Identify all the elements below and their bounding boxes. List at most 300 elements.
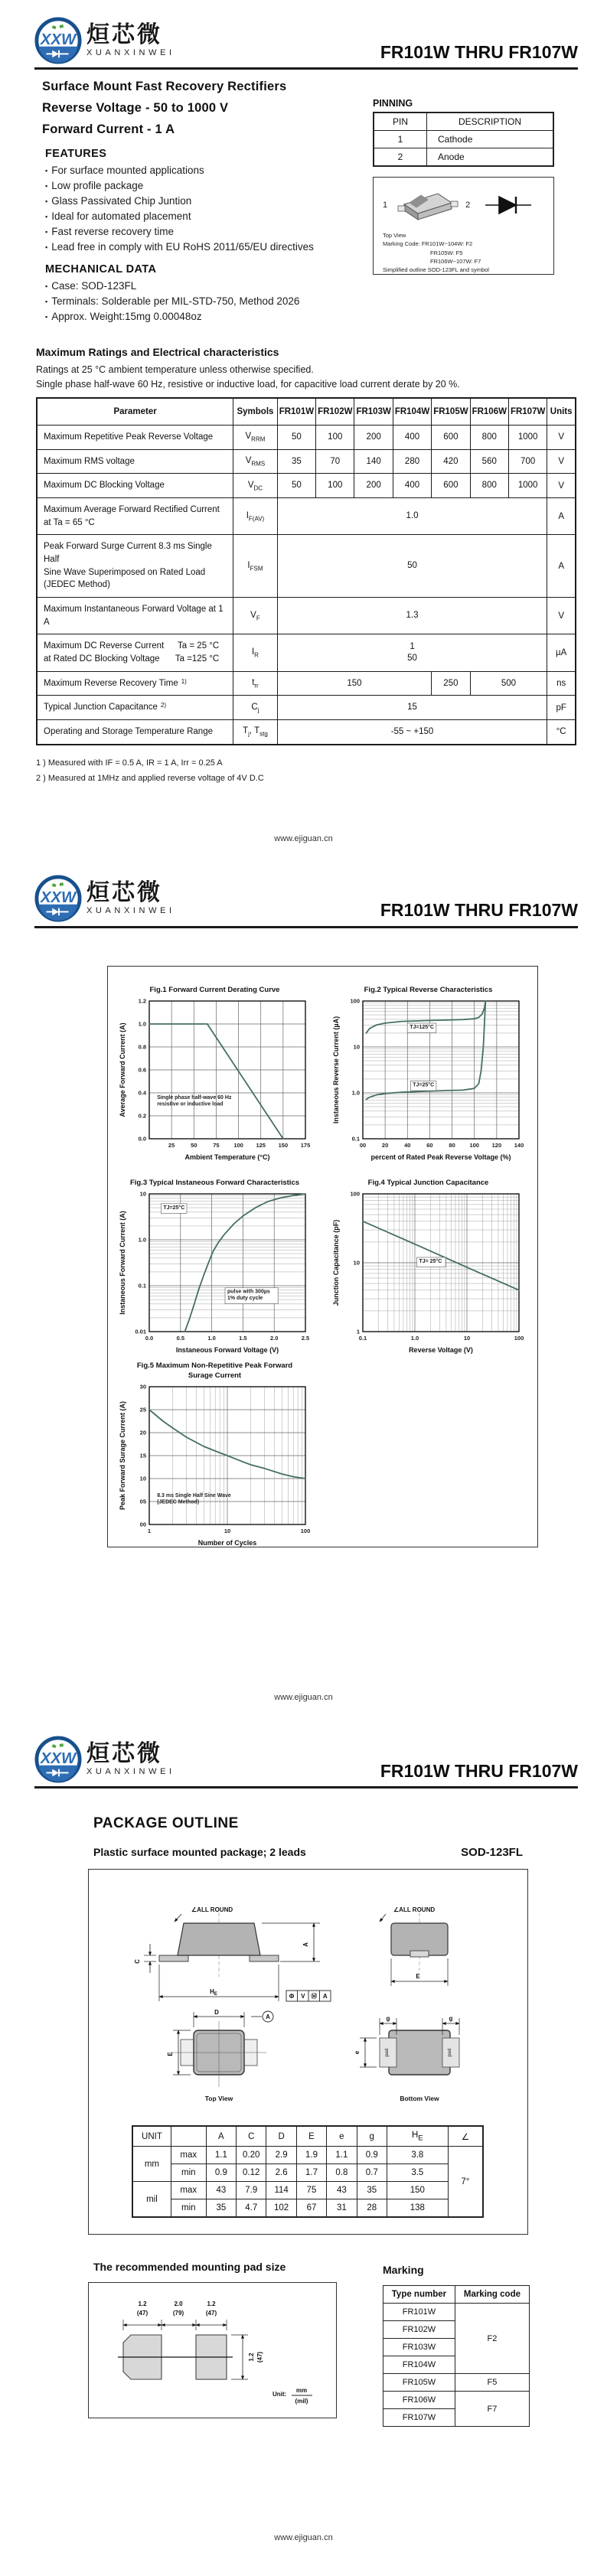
figure-title: Fig.1 Forward Current Derating Curve <box>149 985 280 994</box>
parameter-text: Maximum Repetitive Peak Reverse Voltage <box>44 432 214 442</box>
brand-logo <box>34 1736 175 1783</box>
value-cell <box>508 449 547 474</box>
ratings-header-row <box>37 398 576 426</box>
svg-text:0.0: 0.0 <box>138 1135 146 1143</box>
side-view-drawing <box>134 1906 331 2001</box>
symbol-base: I <box>247 560 250 570</box>
feature-item: ▪ For surface mounted applications <box>45 165 204 176</box>
svg-text:pulse with 300µs: pulse with 300µs <box>227 1289 270 1295</box>
marking-col-header: Type number <box>383 2286 455 2304</box>
pad-dim-mil: (47) <box>205 2310 217 2317</box>
table-row <box>374 131 553 148</box>
svg-text:0.1: 0.1 <box>358 1335 367 1342</box>
unit-cell: V <box>547 474 576 498</box>
svg-text:2.5: 2.5 <box>301 1335 309 1342</box>
brand-name-en: XUANXINWEI <box>86 48 175 57</box>
parameter-line <box>44 504 227 517</box>
value-line: 1 <box>410 642 415 652</box>
value-cell <box>316 426 354 450</box>
dims-col-header: g <box>357 2126 387 2147</box>
dims-minmax-cell: max <box>171 2182 206 2199</box>
value-line: 280 <box>404 456 420 466</box>
pin-description: Cathode <box>427 131 554 148</box>
all-round-label: ∠ALL ROUND <box>191 1906 233 1913</box>
svg-text:100: 100 <box>349 1190 360 1198</box>
table-row <box>374 148 553 167</box>
fig3-chart <box>116 1189 315 1361</box>
value-line: 100 <box>328 481 343 491</box>
dims-value-cell: 150 <box>387 2182 448 2199</box>
symbol-base: t <box>252 677 255 687</box>
ratings-row <box>37 634 576 671</box>
dims-minmax-cell: min <box>171 2164 206 2182</box>
svg-text:TJ=125°C: TJ=125°C <box>409 1025 434 1030</box>
header-rule <box>34 926 578 928</box>
symbol-cell <box>233 535 278 598</box>
header-rule <box>34 1786 578 1789</box>
frame-symbol: A <box>322 1993 328 2000</box>
package-caption <box>383 231 546 274</box>
value-line: 15 <box>407 703 417 712</box>
parameter-cell <box>37 449 233 474</box>
symbol-cell <box>233 696 278 720</box>
pad-dim-mil: (79) <box>172 2310 184 2317</box>
ratings-col-header: FR101W <box>277 398 315 426</box>
pin1-label: 1 <box>383 201 388 210</box>
dims-row <box>132 2164 483 2182</box>
mechanical-item: ▪ Case: SOD-123FL <box>45 280 137 292</box>
pinning-col-header: DESCRIPTION <box>427 112 554 131</box>
ratings-row <box>37 671 576 696</box>
svg-text:0.4: 0.4 <box>138 1089 146 1097</box>
value-cell <box>393 426 431 450</box>
value-line: 1.0 <box>406 511 419 521</box>
ratings-intro: Ratings at 25 °C ambient temperature unless otherwise specified. <box>36 364 314 375</box>
svg-text:1: 1 <box>147 1528 151 1534</box>
value-cell <box>393 449 431 474</box>
mechanical-data-title: MECHANICAL DATA <box>45 263 157 276</box>
frame-symbol: V <box>301 1993 305 2000</box>
svg-text:100: 100 <box>514 1335 524 1342</box>
marking-code-cell: F2 <box>455 2304 529 2374</box>
mounting-pad-drawing <box>89 2283 335 2417</box>
type-number-cell: FR105W <box>383 2374 455 2392</box>
parameter-line <box>44 517 227 530</box>
value-line: 500 <box>501 678 517 688</box>
svg-text:05: 05 <box>139 1498 146 1505</box>
document-title: FR101W THRU FR107W <box>380 900 578 920</box>
dims-col-header: e <box>327 2126 357 2147</box>
value-line: 100 <box>328 432 343 442</box>
symbol-cell <box>233 474 278 498</box>
symbol-subscript: F(AV) <box>248 514 265 522</box>
frame-symbol: Ⓜ <box>311 1993 318 2000</box>
symbol-cell <box>233 426 278 450</box>
parameter-line <box>44 677 227 690</box>
note-reference: 2) <box>160 702 167 709</box>
value-line: 50 <box>407 561 417 571</box>
value-cell <box>432 671 470 696</box>
svg-text:Average Forward Current (A): Average Forward Current (A) <box>118 1022 126 1117</box>
brand-text <box>86 1743 175 1776</box>
svg-text:00: 00 <box>139 1521 146 1528</box>
value-line: 140 <box>366 456 381 466</box>
marking-code-cell: F7 <box>455 2392 529 2427</box>
value-cell <box>470 449 508 474</box>
svg-text:140: 140 <box>514 1142 524 1149</box>
svg-text:80: 80 <box>448 1142 455 1149</box>
pin-number: 2 <box>374 148 427 167</box>
svg-text:Ambient Temperature (°C): Ambient Temperature (°C) <box>184 1153 269 1161</box>
parameter-cell <box>37 535 233 598</box>
value-line: 400 <box>404 432 420 442</box>
top-view-drawing <box>167 2009 273 2102</box>
dims-header-row <box>132 2126 483 2147</box>
figure-1 <box>108 976 321 1168</box>
marking-table-wrap <box>383 2285 530 2427</box>
marking-header-row <box>383 2286 530 2304</box>
svg-text:20: 20 <box>139 1429 146 1436</box>
marking-row <box>383 2392 530 2409</box>
svg-text:175: 175 <box>300 1142 310 1149</box>
mounting-pad-box <box>88 2282 337 2418</box>
note-line: 2 ) Measured at 1MHz and applied reverse voltage of 4V D.C <box>36 773 264 783</box>
page-3 <box>0 1707 607 2576</box>
svg-text:125: 125 <box>255 1142 266 1149</box>
marking-title: Marking <box>383 2264 424 2276</box>
value-cell <box>277 696 547 720</box>
page-header <box>34 875 578 922</box>
pad-dim-mil: (47) <box>256 2351 263 2363</box>
symbol-base: T <box>243 726 249 736</box>
value-cell <box>508 474 547 498</box>
svg-text:0.01: 0.01 <box>134 1328 146 1335</box>
value-line: 1000 <box>517 432 538 442</box>
dim-a-label: A <box>302 1942 309 1947</box>
symbol-subscript: F <box>256 614 260 621</box>
fig2-chart <box>329 996 528 1168</box>
he-sub: E <box>418 2134 423 2143</box>
value-cell <box>354 474 393 498</box>
value-cell <box>432 449 470 474</box>
parameter-cell <box>37 671 233 696</box>
frame-symbol: Φ <box>289 1993 295 2000</box>
svg-text:2.0: 2.0 <box>269 1335 278 1342</box>
parameter-text: (JEDEC Method) <box>44 580 110 590</box>
parameter-text: Peak Forward Surge Current 8.3 ms Single Half <box>44 542 212 565</box>
value-cell <box>393 474 431 498</box>
value-cell <box>354 449 393 474</box>
symbol-subscript: stg <box>259 730 268 738</box>
svg-text:10: 10 <box>139 1475 146 1482</box>
document-title: FR101W THRU FR107W <box>380 1761 578 1781</box>
value-line: 560 <box>481 456 497 466</box>
package-3d-icon <box>393 187 459 223</box>
product-line: Reverse Voltage - 50 to 1000 V <box>42 101 229 115</box>
value-line: 200 <box>366 481 381 491</box>
ratings-col-header: Parameter <box>37 398 233 426</box>
parameter-cell <box>37 634 233 671</box>
parameter-line <box>44 455 227 468</box>
parameter-text: at Rated DC Blocking Voltage <box>44 654 160 664</box>
parameter-line <box>44 566 227 579</box>
symbol-subscript: rr <box>254 682 259 690</box>
unit-top: mm <box>295 2387 308 2394</box>
package-outline-drawing <box>89 1870 529 2122</box>
parameter-text: Maximum Instantaneous Forward Voltage at 1 A <box>44 605 224 627</box>
svg-text:15: 15 <box>139 1452 146 1459</box>
parameter-text: at Ta = 65 °C <box>44 517 95 527</box>
parameter-cell <box>37 474 233 498</box>
value-cell <box>277 671 432 696</box>
brand-name-cn: 烜芯微 <box>86 22 162 47</box>
pad-unit-note <box>272 2387 312 2405</box>
svg-text:100: 100 <box>300 1528 310 1534</box>
dims-value-cell: 35 <box>357 2182 387 2199</box>
dimensions-table-wrap <box>132 2125 484 2218</box>
pin-description: Anode <box>427 148 554 167</box>
dims-col-header-angle: ∠ <box>448 2126 483 2147</box>
figures-grid <box>108 976 537 1554</box>
svg-text:100: 100 <box>233 1142 243 1149</box>
symbol-subscript: j <box>248 730 250 738</box>
logo-mark-icon <box>34 875 82 922</box>
footer-url: www.ejiguan.cn <box>274 834 333 843</box>
figure-title: Fig.3 Typical Instaneous Forward Characteristics <box>129 1178 300 1187</box>
bottom-view-drawing <box>354 2015 459 2102</box>
pin-number: 1 <box>374 131 427 148</box>
svg-text:0.1: 0.1 <box>138 1282 146 1290</box>
figure-title: Fig.2 Typical Reverse Characteristics <box>364 985 493 994</box>
svg-text:TJ=25°C: TJ=25°C <box>412 1082 434 1088</box>
ratings-row <box>37 535 576 598</box>
dims-value-cell: 35 <box>206 2199 236 2218</box>
ratings-col-header: Symbols <box>233 398 278 426</box>
unit-cell: V <box>547 598 576 634</box>
svg-text:Junction Capacitance (pF): Junction Capacitance (pF) <box>331 1219 340 1306</box>
symbol-base: V <box>247 480 254 490</box>
package-symbol-box <box>373 177 554 275</box>
dims-value-cell: 75 <box>296 2182 326 2199</box>
parameter-condition: Ta =125 °C <box>175 654 220 664</box>
dims-value-cell: 0.8 <box>327 2164 357 2182</box>
dim-g-label: g <box>449 2015 453 2022</box>
diode-symbol-icon <box>484 194 534 217</box>
dim-e-label: E <box>167 2052 174 2056</box>
dims-value-cell: 0.7 <box>357 2164 387 2182</box>
type-number-cell: FR107W <box>383 2409 455 2427</box>
pad-label: pad <box>447 2048 452 2057</box>
dims-minmax-cell: max <box>171 2147 206 2164</box>
unit-cell: pF <box>547 696 576 720</box>
value-line: 250 <box>443 678 459 688</box>
parameter-cell <box>37 720 233 745</box>
svg-text:Instaneous Forward Current (A): Instaneous Forward Current (A) <box>118 1211 126 1315</box>
marking-code-cell: F5 <box>455 2374 529 2392</box>
symbol-subscript: FSM <box>250 564 263 572</box>
note-reference: 1) <box>181 677 187 685</box>
datum-a-label: A <box>266 2014 270 2020</box>
all-round-label: ∠ALL ROUND <box>393 1906 436 1913</box>
ratings-row <box>37 474 576 498</box>
type-number-cell: FR101W <box>383 2304 455 2321</box>
dims-col-header: D <box>266 2126 296 2147</box>
outline-drawing-box <box>88 1869 528 2235</box>
svg-text:TJ= 25°C: TJ= 25°C <box>418 1259 442 1264</box>
dims-angle-cell: 7° <box>448 2147 483 2218</box>
package-outline-title: PACKAGE OUTLINE <box>93 1815 239 1831</box>
dimensions-table <box>132 2125 484 2218</box>
pad-label: pad <box>384 2048 390 2057</box>
dims-value-cell: 7.9 <box>237 2182 266 2199</box>
value-line: 50 <box>407 654 417 664</box>
svg-text:60: 60 <box>426 1142 433 1149</box>
parameter-line <box>44 540 227 566</box>
pad-dim-value: 1.2 <box>248 2353 255 2362</box>
value-line: 35 <box>291 456 302 466</box>
dims-col-header: C <box>237 2126 266 2147</box>
fig1-chart <box>116 996 315 1168</box>
figure-5 <box>108 1361 321 1554</box>
value-line: 800 <box>481 481 497 491</box>
logo-mark-icon <box>34 17 82 64</box>
parameter-condition: Ta = 25 °C <box>178 641 220 651</box>
ratings-section <box>36 346 576 786</box>
pinning-title: PINNING <box>373 98 413 109</box>
figure-4 <box>321 1169 535 1361</box>
value-line: 70 <box>330 456 341 466</box>
svg-text:10: 10 <box>463 1335 470 1342</box>
svg-text:1% duty cycle: 1% duty cycle <box>227 1296 263 1302</box>
parameter-text: Sine Wave Superimposed on Rated Load <box>44 567 206 577</box>
svg-text:8.3 ms Single Half Sine Wave: 8.3 ms Single Half Sine Wave <box>156 1493 231 1498</box>
svg-text:0.1: 0.1 <box>351 1135 360 1143</box>
unit-cell: A <box>547 498 576 535</box>
pad-dim-value: 1.2 <box>207 2300 216 2307</box>
dims-corner: UNIT <box>132 2126 171 2147</box>
dims-value-cell: 43 <box>206 2182 236 2199</box>
pad-dim-value: 2.0 <box>174 2300 183 2307</box>
footer-url: www.ejiguan.cn <box>274 2533 333 2542</box>
parameter-text: Maximum DC Blocking Voltage <box>44 481 165 491</box>
value-cell <box>277 535 547 598</box>
symbol-subscript: RMS <box>251 460 266 468</box>
note-line: 1 ) Measured with IF = 0.5 A, IR = 1 A, Irr = 0.25 A <box>36 758 223 768</box>
svg-text:10: 10 <box>224 1528 230 1534</box>
pin2-label: 2 <box>465 201 471 210</box>
dims-row <box>132 2199 483 2218</box>
svg-text:1.0: 1.0 <box>207 1335 216 1342</box>
value-cell <box>432 474 470 498</box>
symbol-subscript: RRM <box>251 435 266 443</box>
symbol-cell <box>233 598 278 634</box>
value-cell <box>277 598 547 634</box>
figures-panel <box>107 966 538 1547</box>
features-title: FEATURES <box>45 148 107 160</box>
svg-text:100: 100 <box>349 997 360 1005</box>
dims-value-cell: 3.8 <box>387 2147 448 2164</box>
pinning-column <box>373 98 554 275</box>
package-outline-subtitle: Plastic surface mounted package; 2 leads <box>93 1846 306 1858</box>
ratings-intro: Single phase half-wave 60 Hz, resistive or inductive load, for capacitive load current derate by 20 %. <box>36 379 460 390</box>
package-name: SOD-123FL <box>461 1846 523 1859</box>
dim-e-small-label: e <box>354 2050 361 2055</box>
svg-text:1.0: 1.0 <box>138 1020 146 1028</box>
pad-dimension-side <box>231 2335 263 2379</box>
logo-mark-icon <box>34 1736 82 1783</box>
marking-code-line: Marking Code: FR101W~104W: F2 <box>383 240 473 248</box>
type-number-cell: FR106W <box>383 2392 455 2409</box>
value-cell <box>277 474 315 498</box>
brand-logo <box>34 17 175 64</box>
value-cell <box>277 426 315 450</box>
value-line: 420 <box>443 456 459 466</box>
dims-value-cell: 0.9 <box>206 2164 236 2182</box>
bottom-view-caption: Bottom View <box>400 2095 439 2102</box>
symbol-base: , T <box>249 726 260 736</box>
he-base: H <box>411 2131 419 2140</box>
dim-c-label: C <box>134 1959 141 1964</box>
ratings-col-header: FR104W <box>393 398 431 426</box>
figure-2 <box>321 976 535 1168</box>
value-line: 600 <box>443 481 459 491</box>
ratings-row <box>37 449 576 474</box>
svg-text:1.0: 1.0 <box>351 1089 360 1097</box>
value-cell <box>277 634 547 671</box>
symbol-base: C <box>251 702 258 712</box>
value-cell <box>508 426 547 450</box>
dims-blank <box>171 2126 206 2147</box>
parameter-line <box>44 653 227 666</box>
svg-text:Peak Forward Surage Current (A: Peak Forward Surage Current (A) <box>118 1400 126 1511</box>
value-cell <box>316 474 354 498</box>
dims-value-cell: 1.1 <box>327 2147 357 2164</box>
value-line: 700 <box>521 456 536 466</box>
product-line: Forward Current - 1 A <box>42 122 175 136</box>
symbol-cell <box>233 449 278 474</box>
svg-text:150: 150 <box>278 1142 288 1149</box>
ratings-col-header: Units <box>547 398 576 426</box>
svg-text:10: 10 <box>139 1190 146 1198</box>
parameter-text: Operating and Storage Temperature Range <box>44 727 213 737</box>
dims-unit-cell: mm <box>132 2147 171 2182</box>
parameter-line <box>44 479 227 492</box>
parameter-line <box>44 579 227 592</box>
fig4-chart <box>329 1189 528 1361</box>
value-cell <box>470 426 508 450</box>
ratings-row <box>37 498 576 535</box>
parameter-line <box>44 431 227 444</box>
page-2 <box>0 849 607 1707</box>
page-header <box>34 17 578 64</box>
value-cell <box>470 671 547 696</box>
value-cell <box>354 426 393 450</box>
svg-text:Number of Cycles: Number of Cycles <box>197 1539 256 1547</box>
value-cell <box>277 449 315 474</box>
symbol-base: V <box>245 455 252 465</box>
svg-text:00: 00 <box>359 1142 366 1149</box>
parameter-cell <box>37 498 233 535</box>
dims-value-cell: 138 <box>387 2199 448 2218</box>
mechanical-item: ▪ Approx. Weight:15mg 0.00048oz <box>45 311 202 322</box>
svg-text:100: 100 <box>468 1142 479 1149</box>
marking-code-line: FR106W~107W: F7 <box>430 257 481 265</box>
ratings-col-header: FR107W <box>508 398 547 426</box>
feature-item: ▪ Lead free in comply with EU RoHS 2011/65/EU directives <box>45 241 314 253</box>
ratings-col-header: FR106W <box>470 398 508 426</box>
feature-item: ▪ Low profile package <box>45 180 144 191</box>
svg-text:1.5: 1.5 <box>238 1335 247 1342</box>
